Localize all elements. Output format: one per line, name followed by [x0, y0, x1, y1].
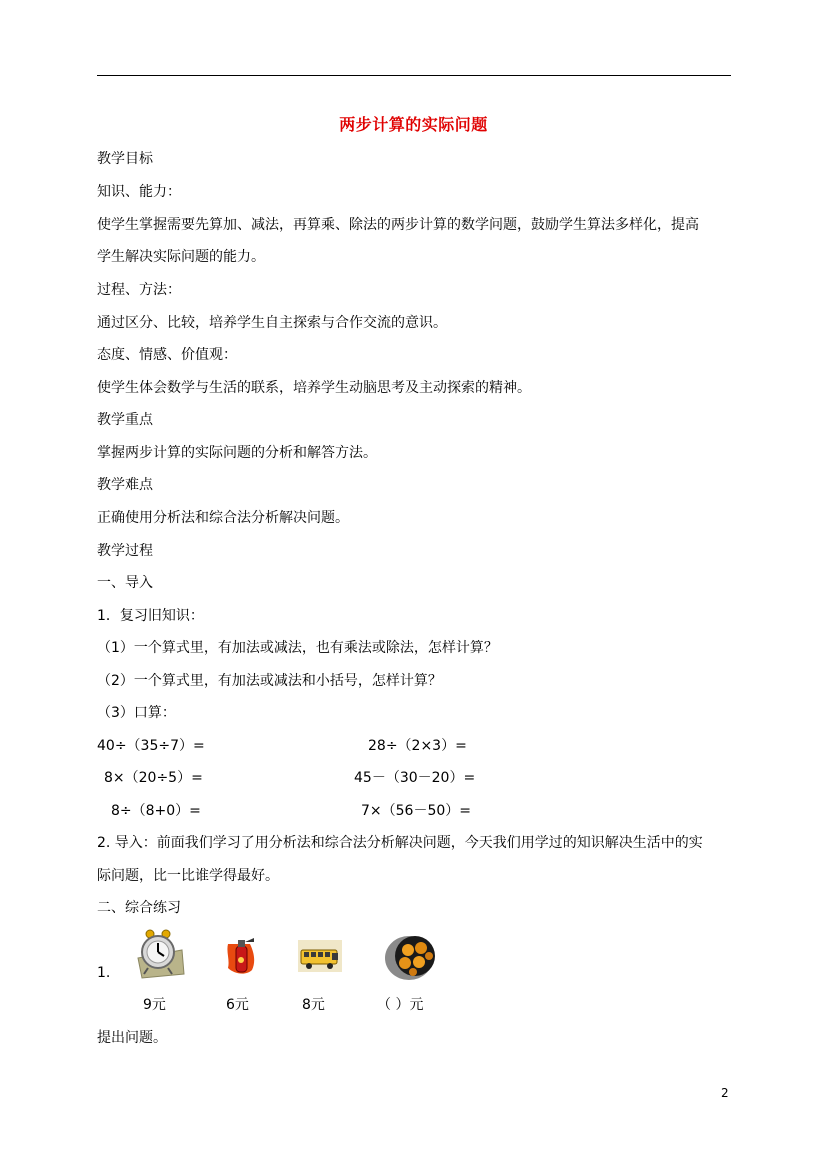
fire-extinguisher-icon [224, 934, 258, 982]
section-intro: 一、导入 [97, 575, 153, 591]
heading-key-points: 教学重点 [97, 412, 153, 428]
calc-left: 8×（20÷5）= [104, 770, 203, 786]
calc-right: 28÷（2×3）= [368, 738, 467, 754]
heading-difficulties: 教学难点 [97, 477, 153, 493]
price-label: 9元 [143, 997, 166, 1013]
subheading-knowledge: 知识、能力： [97, 184, 181, 200]
subheading-process: 过程、方法： [97, 282, 181, 298]
page-title: 两步计算的实际问题 [339, 115, 488, 134]
calc-right: 7×（56－50）= [361, 803, 471, 819]
item-review: 1．复习旧知识： [97, 608, 204, 624]
paragraph-line: 学生解决实际问题的能力。 [97, 249, 265, 265]
prompt-line: 提出问题。 [97, 1030, 167, 1046]
alarm-clock-icon [130, 928, 186, 984]
page-number: 2 [721, 1086, 729, 1100]
football-icon [383, 932, 439, 984]
price-label: 8元 [302, 997, 325, 1013]
paragraph-line: 2. 导入：前面我们学习了用分析法和综合法分析解决问题，今天我们用学过的知识解决生活中的实 [97, 835, 703, 851]
header-rule [97, 75, 731, 76]
question-line: （3）口算： [97, 705, 176, 721]
paragraph-line: 使学生体会数学与生活的联系，培养学生动脑思考及主动探索的精神。 [97, 380, 531, 396]
paragraph-line: 使学生掌握需要先算加、减法，再算乘、除法的两步计算的数学问题，鼓励学生算法多样化，提高 [97, 217, 699, 233]
calc-right: 45－（30－20）= [354, 770, 476, 786]
paragraph-line: 掌握两步计算的实际问题的分析和解答方法。 [97, 445, 377, 461]
item-label: 1. [97, 965, 111, 981]
question-line: （2）一个算式里，有加法或减法和小括号，怎样计算？ [97, 673, 442, 689]
heading-goals: 教学目标 [97, 151, 153, 167]
question-line: （1）一个算式里，有加法或减法，也有乘法或除法，怎样计算？ [97, 640, 498, 656]
paragraph-line: 通过区分、比较，培养学生自主探索与合作交流的意识。 [97, 315, 447, 331]
paragraph-line: 际问题，比一比谁学得最好。 [97, 868, 279, 884]
paragraph-line: 正确使用分析法和综合法分析解决问题。 [97, 510, 349, 526]
calc-left: 8÷（8+0）= [111, 803, 201, 819]
toy-bus-icon [298, 940, 344, 978]
price-label: 6元 [226, 997, 249, 1013]
subheading-attitude: 态度、情感、价值观： [97, 347, 237, 363]
section-practice: 二、综合练习 [97, 900, 181, 916]
calc-left: 40÷（35÷7）= [97, 738, 205, 754]
heading-process: 教学过程 [97, 543, 153, 559]
price-label: （ ）元 [377, 997, 424, 1013]
